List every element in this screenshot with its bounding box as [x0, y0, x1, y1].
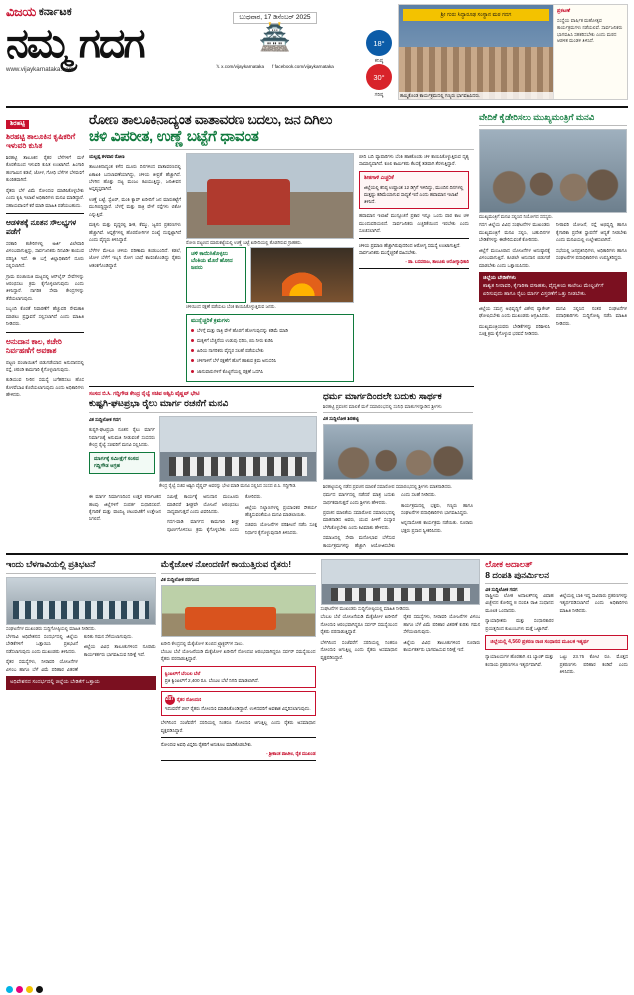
weather-max-badge: 30° [366, 64, 392, 90]
publisher-logo [6, 4, 156, 20]
lead-photo-1 [186, 153, 354, 239]
bottom-row [6, 553, 628, 761]
photo-fill [322, 560, 480, 604]
count-badge: 287 [165, 695, 175, 705]
weather-max-label: ಗರಿಷ್ಠ [374, 92, 384, 98]
mid-left-byline: ವಿಕ ಸುದ್ದಿಲೋಕ ಗದಗ [89, 416, 121, 422]
main-grid [6, 112, 628, 549]
mid-left-eyebrow: ಸಂಸದ ಬಿ.ಸಿ. ಗದ್ದಿಗೌಡ ಕೇಂದ್ರ ರೈಲ್ವೆ ಸಚಿವ ಅಶ್ವಿನಿ ವೈಷ್ಣವ್ ಭೇಟಿ [89, 390, 200, 397]
bottom-2-headline[interactable]: ಮೆಕ್ಕೆಜೋಳ ನೋಂದಣಿಗೆ ಕಾಯುತ್ತಿರುವ ರೈತರು! [160, 559, 292, 570]
lead-headline-line2[interactable]: ಚಳಿ ವಿಪರೀತ, ಉಣ್ಣೆ ಬಟ್ಟೆಗೆ ಧಾವಂತ [89, 127, 259, 145]
bottom-2-body: ಬೆಂಬಲ ಬೆಲೆ ಯೋಜನೆಯಡಿ ಮೆಕ್ಕೆಜೋಳ ಖರೀದಿಗೆ ನೋಂದಣಿ ಆರಂಭವಾಗಿದ್ದರೂ ಸರ್ವರ್ ಸಮಸ್ಯೆಯಿಂದ ರೈತರು ಪರದಾಡುತ್ತಿದ್ದಾರೆ. [160, 648, 316, 662]
ad-side-body: ಸಂಸ್ಥೆಯ ವಾರ್ಷಿಕ ಮಹೋತ್ಸವ ಕಾರ್ಯಕ್ರಮಗಳು ನಡೆಯಲಿವೆ. ಸಾರ್ವಜನಿಕರು ಭಾಗವಹಿಸಿ ಸಹಕರಿಸಬೇಕು ಎಂದು ಮಠದ ಆಡಳಿತ ಮಂಡಳಿ ತಿಳಿಸಿದೆ. [557, 17, 623, 44]
page-title: ನಮ್ಮ ಗದಗ [6, 20, 144, 66]
mid-right-body: ಧರ್ಮದ ಮಾರ್ಗದಲ್ಲಿ ನಡೆದರೆ ಮಾತ್ರ ಬದುಕು ಸಾರ್ಥಕವಾಗುತ್ತದೆ ಎಂದು ಶ್ರೀಗಳು ಹೇಳಿದರು. ಪ್ರವಚನ ಮಾಲಿಕೆಯ ಸಮಾರೋಪ ಸಮಾರಂಭದಲ್ಲಿ ಮಾತನಾಡಿದ ಅವರು, ಯುವ ಪೀಳಿಗೆ ಸಂಸ್ಕಾರ ಬೆಳೆಸಿಕೊಳ್ಳಬೇಕು ಎಂದು ಕಿವಿಮಾತು ಹೇಳಿದರು. ಸಮಾಜದಲ್ಲಿ ಸೇವಾ ಮನೋಭಾವ ಬೆಳೆಸುವ ಕಾರ್ಯಕ್ರಮಗಳನ್ನು ಹೆಚ್ಚಾಗಿ ಆಯೋಜಿಸಬೇಕು ಎಂದು ಸಲಹೆ ನೀಡಿದರು. ಕಾರ್ಯಕ್ರಮದಲ್ಲಿ ಭಕ್ತರು, ಗಣ್ಯರು ಹಾಗೂ ಸಂಘಟನೆಗಳ ಪದಾಧಿಕಾರಿಗಳು ಭಾಗವಹಿಸಿದ್ದರು. ಅನ್ನದಾಸೋಹ ಕಾರ್ಯಕ್ರಮ ನಡೆಯಿತು. ನೂರಾರು ಭಕ್ತರು ಪ್ರಸಾದ ಸ್ವೀಕರಿಸಿದರು. [323, 492, 473, 548]
bottom-1-photo-caption: ಸಂಘಟನೆಗಳ ಮುಖಂಡರು ಸುದ್ದಿಗೋಷ್ಠಿಯಲ್ಲಿ ಮಾಹಿತಿ ನೀಡಿದರು. [6, 625, 96, 631]
mid-left-photo-wrap [159, 416, 317, 490]
lead-photo-2 [250, 247, 354, 303]
left-rail-kicker: ಶಿರಹಟ್ಟಿ [6, 120, 29, 129]
lead-quote [359, 238, 469, 269]
mid-left-pullquote: ಮಾರ್ಗಕ್ಕೆ ಸಮೀಕ್ಷೆಗೆ ಸಂಸದ ಗದ್ದಿಗೌಡ ಆಗ್ರಹ [89, 452, 155, 475]
divider [6, 332, 84, 333]
bottom-3-photo [321, 559, 481, 605]
bottom-2-count-text: ಇದುವರೆಗೆ 287 ರೈತರು ನೋಂದಣಿ ಮಾಡಿಸಿಕೊಂಡಿದ್ದಾರೆ. ಉಳಿದವರಿಗೆ ಅವಕಾಶ ವಿಸ್ತರಿಸಲಾಗುವುದು. [164, 705, 311, 711]
bottom-4-stat-box [485, 635, 628, 650]
mid-right-photo-caption: ಶಿರಹಟ್ಟಿಯಲ್ಲಿ ನಡೆದ ಪ್ರವಚನ ಮಾಲಿಕೆ ಸಮಾರೋಪ ಸಮಾರಂಭದಲ್ಲಿ ಶ್ರೀಗಳು ಮಾತನಾಡಿದರು. [323, 483, 453, 489]
photo-fill [480, 130, 626, 212]
lead-photo-2-caption: ಚಳಿಯಿಂದ ರಕ್ಷಣೆ ಪಡೆಯಲು ಬೆಂಕಿ ಕಾಯಿಸಿಕೊಳ್ಳುತ್ತಿರುವ ಜನರು. [186, 303, 276, 309]
twitter-icon: 𝕏 [216, 64, 220, 69]
left-rail [6, 112, 84, 549]
divider [6, 213, 84, 214]
dateline: ಬುಧವಾರ, 17 ಡಿಸೆಂಬರ್ 2025 [233, 12, 316, 24]
mid-left-photo [159, 416, 317, 482]
lead-col-1 [89, 153, 181, 382]
divider [6, 573, 156, 574]
bottom-3-photo-caption: ಸಂಘಟನೆಗಳ ಮುಖಂಡರು ಸುದ್ದಿಗೋಷ್ಠಿಯಲ್ಲಿ ಮಾಹಿತಿ ನೀಡಿದರು. [320, 606, 411, 612]
bottom-2-count-title: ರೈತರ ನೋಂದಣಿ [176, 697, 202, 703]
ad-side-title: ಪ್ರಕಟಣೆ [557, 8, 571, 14]
bottom-2-quote-text: ನೋಂದಣಿ ಅವಧಿ ವಿಸ್ತರಿಸಿ ರೈತರಿಗೆ ಅನುಕೂಲ ಮಾಡಿಕೊಡಬೇಕು. [160, 742, 253, 747]
bottom-story-2: ಮೆಕ್ಕೆಜೋಳ ನೋಂದಣಿಗೆ ಕಾಯುತ್ತಿರುವ ರೈತರು! ವಿಕ ಸುದ್ದಿಲೋಕ ನರಗುಂದ ಖರೀದಿ ಕೇಂದ್ರದಲ್ಲಿ ಮೆಕ್ಕೆಜೋಳ ತುಂಬಿದ ಟ್ರ್ಯಾಕ್ಟರ್‌ಗಳ ಸಾಲು. ಬೆಂಬಲ ಬೆಲೆ ಯೋಜನೆಯಡಿ ಮೆಕ್ಕೆಜೋಳ ಖರೀದಿಗೆ ನೋಂದಣಿ ಆರಂಭವಾಗಿದ್ದರೂ ಸರ್ವರ್ ಸಮಸ್ಯೆಯಿಂದ ರೈತರು ಪರದಾಡುತ್ತಿದ್ದಾರೆ. ಕ್ವಿಂಟಲ್‌ಗೆ ಬೆಂಬಲ ಬೆಲೆ ಪ್ರತಿ ಕ್ವಿಂಟಲ್‌ಗೆ 2,400 ರೂ. ಬೆಂಬಲ ಬೆಲೆ ನಿಗದಿ ಮಾಡಲಾಗಿದೆ. 287 ರೈತರ ನೋಂದಣಿ ಇದುವರೆಗೆ 287 ರೈತರು ನೋಂದಣಿ ಮಾಡಿಸಿಕೊಂಡಿದ್ದಾರೆ. ಉಳಿದವರಿಗೆ ಅವಕಾಶ ವಿಸ್ತರಿಸಲಾಗುವುದು. ಬೆಳಗಿನಿಂದ ಸಂಜೆವರೆಗೆ ಸರದಿಯಲ್ಲಿ ನಿಂತರೂ ನೋಂದಣಿ ಆಗುತ್ತಿಲ್ಲ ಎಂದು ರೈತರು ಅಸಮಾಧಾನ ವ್ಯಕ್ತಪಡಿಸಿದ್ದಾರೆ. ನೋಂದಣಿ ಅವಧಿ ವಿಸ್ತರಿಸಿ ರೈತರಿಗೆ ಅನುಕೂಲ ಮಾಡಿಕೊಡಬೇಕು. - ಶ್ರೀಕಾಂತ ಪಾಟೀಲ, ರೈತ ಮುಖಂಡ [161, 559, 316, 761]
divider [323, 412, 473, 413]
photo-fill [251, 248, 353, 302]
mid-right-byline: ವಿಕ ಸುದ್ದಿಲೋಕ ಶಿರಹಟ್ಟಿ [323, 415, 359, 421]
masthead-left [6, 4, 156, 73]
twitter-link[interactable]: 𝕏 x.com/vijaykarnataka [216, 64, 265, 69]
lead-body-col3: ಬೀದಿ ಬದಿ ವ್ಯಾಪಾರಿಗಳು ಬೆಂಕಿ ಹಾಕಿಕೊಂಡು ಚಳಿ ಕಾಯಿಸಿಕೊಳ್ಳುತ್ತಿರುವ ದೃಶ್ಯ ಸಾಮಾನ್ಯವಾಗಿದೆ. ಕೂಲಿ ಕಾರ್ಮಿಕರು ಕೆಲಸಕ್ಕೆ ತಡವಾಗಿ ತೆರಳುತ್ತಿದ್ದಾರೆ. [359, 153, 469, 167]
temple-icon: 🏯 [258, 22, 292, 52]
weather-widget [366, 30, 392, 98]
lead-body-col1: ಯಲ್ಲಪ್ಪ ತಳವಾರ ರೋಣ ತಾಲೂಕಿನಾದ್ಯಂತ ಕಳೆದ ಮೂರು ದಿನಗಳಿಂದ ವಾತಾವರಣದಲ್ಲಿ ಏಕಾಏಕಿ ಬದಲಾವಣೆಯಾಗಿದ್ದು, ಚಳಿಯ ತೀವ್ರತೆ ಹೆಚ್ಚಾಗಿದೆ. ಬೆಳಗಿನ ಹೊತ್ತು ದಟ್ಟ ಮಂಜು ಕವಿಯುತ್ತಿದ್ದು, ಜನಜೀವನ ಅಸ್ತವ್ಯಸ್ತವಾಗಿದೆ. ಉಣ್ಣೆ ಬಟ್ಟೆ, ಸ್ವೆಟರ್, ಮಂಕಿ ಕ್ಯಾಪ್ ಖರೀದಿಗೆ ಜನ ಮಾರುಕಟ್ಟೆಗೆ ಮುಗಿಬಿದ್ದಿದ್ದಾರೆ. ಬೆಳಗ್ಗೆ ಮತ್ತು ರಾತ್ರಿ ವೇಳೆ ರಸ್ತೆಗಳು ಬಿಕೋ ಎನ್ನುತ್ತಿವೆ. ಮಕ್ಕಳು ಮತ್ತು ವೃದ್ಧರಲ್ಲಿ ಶೀತ, ಕೆಮ್ಮು, ಜ್ವರದ ಪ್ರಕರಣಗಳು ಹೆಚ್ಚಾಗಿವೆ. ಆಸ್ಪತ್ರೆಗಳಲ್ಲಿ ಹೊರರೋಗಿಗಳ ಸಂಖ್ಯೆ ದುಪ್ಪಟ್ಟಾಗಿದೆ ಎಂದು ವೈದ್ಯರು ತಿಳಿಸಿದ್ದಾರೆ. ಬೆಳೆಗಳ ಮೇಲೂ ಚಳಿಯ ಪರಿಣಾಮ ಕಂಡುಬಂದಿದೆ. ಕಡಲೆ, ಜೋಳ ಬೆಳೆಗೆ ಇಬ್ಬನಿ ರೋಗ ಬಾಧೆ ಕಾಣಿಸಿಕೊಂಡಿದ್ದು ರೈತರು ಆತಂಕಗೊಂಡಿದ್ದಾರೆ. [89, 153, 181, 268]
masthead [6, 4, 628, 108]
list-item: ಜಾನುವಾರುಗಳಿಗೆ ಕೊಟ್ಟಿಗೆಯಲ್ಲಿ ರಕ್ಷಣೆ ಒದಗಿಸಿ [191, 368, 349, 375]
ad-photo-caption: ಹಮ್ಮಿಕೊಂಡ ಕಾರ್ಯಕ್ರಮದಲ್ಲಿ ಗಣ್ಯರು ಭಾಗವಹಿಸಿದರು. [399, 92, 553, 99]
masthead-advertisement[interactable] [398, 4, 628, 100]
mid-right-story [323, 391, 473, 549]
right-rail-photo-caption: ಮುಖ್ಯಮಂತ್ರಿಗೆ ಮನವಿ ಸಲ್ಲಿಸಿದ ನಿಯೋಗದ ಸದಸ್ಯರು. [479, 214, 553, 220]
right-rail-headline[interactable]: ವೇದಿಕೆ ಕೈಡೇರಿಸಲು ಮುಖ್ಯಮಂತ್ರಿಗೆ ಮನವಿ [479, 112, 595, 122]
lead-photo-1-caption: ರೋಣ ಪಟ್ಟಣದ ಮಾರುಕಟ್ಟೆಯಲ್ಲಿ ಉಣ್ಣೆ ಬಟ್ಟೆ ಖರೀದಿಯಲ್ಲಿ ತೊಡಗಿರುವ ಗ್ರಾಹಕರು. [186, 239, 302, 245]
dot-black [36, 986, 43, 993]
right-rail [479, 112, 627, 549]
list-item: ಬೆಳಗ್ಗೆ ಮತ್ತು ರಾತ್ರಿ ವೇಳೆ ಹೊರಗೆ ಹೋಗುವುದನ್ನು ಕಡಿಮೆ ಮಾಡಿ [191, 327, 349, 334]
weather-min-badge: 18° [366, 30, 392, 56]
divider [479, 125, 627, 126]
dot-magenta [16, 986, 23, 993]
divider [485, 583, 628, 584]
bottom-story-4 [485, 559, 628, 761]
masthead-center [156, 4, 394, 98]
left-story-3-body: ಪಟ್ಟಣ ಪಂಚಾಯಿತಿಗೆ ಬಿಡುಗಡೆಯಾದ ಅನುದಾನದಲ್ಲಿ ರಸ್ತೆ, ಚರಂಡಿ ಕಾಮಗಾರಿ ಕೈಗೊಳ್ಳಲಾಗುವುದು. ಕುಡಿಯುವ ನೀರಿನ ಸಮಸ್ಯೆ ಬಗೆಹರಿಸಲು ಹೊಸ ಕೊಳವೆಬಾವಿ ಕೊರೆಯಲಾಗುವುದು ಎಂದು ಅಧಿಕಾರಿಗಳು ಹೇಳಿದರು. [6, 359, 84, 398]
photo-fill [162, 586, 315, 636]
photo-fill [324, 425, 472, 479]
bottom-3-body: ಬೆಂಬಲ ಬೆಲೆ ಯೋಜನೆಯಡಿ ಮೆಕ್ಕೆಜೋಳ ಖರೀದಿಗೆ ನೋಂದಣಿ ಆರಂಭವಾಗಿದ್ದರೂ ಸರ್ವರ್ ಸಮಸ್ಯೆಯಿಂದ ರೈತರು ಪರದಾಡುತ್ತಿದ್ದಾರೆ. ಬೆಳಗಿನಿಂದ ಸಂಜೆವರೆಗೆ ಸರದಿಯಲ್ಲಿ ನಿಂತರೂ ನೋಂದಣಿ ಆಗುತ್ತಿಲ್ಲ ಎಂದು ರೈತರು ಅಸಮಾಧಾನ ವ್ಯಕ್ತಪಡಿಸಿದ್ದಾರೆ. ರೈತರ ಸಮಸ್ಯೆಗಳು, ನೀರಾವರಿ ಯೋಜನೆಗಳ ವಿಳಂಬ ಹಾಗೂ ಬೆಳೆ ವಿಮೆ ಪರಿಹಾರ ವಿತರಣೆ ಕುರಿತು ಗಮನ ಸೆಳೆಯಲಾಗುವುದು. ಜಿಲ್ಲೆಯ ವಿವಿಧ ತಾಲೂಕುಗಳಿಂದ ನೂರಾರು ಕಾರ್ಯಕರ್ತರು ಭಾಗವಹಿಸುವ ನಿರೀಕ್ಷೆ ಇದೆ. [320, 614, 481, 660]
left-story-2-body: ಸರಕಾರಿ ಕಚೇರಿಗಳಲ್ಲಿ ಅರ್ಜಿ ವಿಲೇವಾರಿ ವಿಳಂಬವಾಗುತ್ತಿದ್ದು, ಸಾರ್ವಜನಿಕರು ದಿನವಿಡೀ ಕಾಯುವ ಪರಿಸ್ಥಿತಿ ಇದೆ. ಈ ಬಗ್ಗೆ ಜಿಲ್ಲಾಧಿಕಾರಿಗೆ ದೂರು ಸಲ್ಲಿಸಲಾಗಿದೆ. ಗ್ರಾಮ ಪಂಚಾಯಿತಿ ಮಟ್ಟದಲ್ಲಿ ಆನ್‌ಲೈನ್ ಸೇವೆಗಳನ್ನು ಆರಂಭಿಸಲು ಕ್ರಮ ಕೈಗೊಳ್ಳಲಾಗುವುದು ಎಂದು ತಿಳಿಸಿದ್ದಾರೆ. ನಾಗರಿಕ ಸೇವಾ ಕೇಂದ್ರಗಳನ್ನು ತೆರೆಯಲಾಗುವುದು. ಸಿಬ್ಬಂದಿ ಕೊರತೆ ನಿವಾರಣೆಗೆ ಹೆಚ್ಚುವರಿ ನೇಮಕಾತಿ ಮಾಡಲು ಪ್ರಸ್ತಾವನೆ ಸಲ್ಲಿಸಲಾಗಿದೆ ಎಂದು ಮಾಹಿತಿ ನೀಡಿದರು. [6, 240, 84, 327]
mid-right-subhead: ಶಿರಹಟ್ಟಿ ಪ್ರವಚನ ಮಾಲಿಕೆ ಮಳೆ ಸಮಾರಂಭದಲ್ಲಿ ಸಂನಿಧಿ ಮಾತುಗಳನ್ನಾಡಿದ ಶ್ರೀಗಳು [323, 403, 442, 409]
mid-left-headline[interactable]: ಕುಷ್ಟಗಿ-ಘಟಪ್ರಭಾ ರೈಲು ಮಾರ್ಗ ರಚನೆಗೆ ಮನವಿ [89, 397, 229, 408]
bottom-1-photo [6, 577, 156, 625]
mid-left-story [89, 391, 317, 549]
bottom-1-banner: ಅಧಿವೇಶನದ ಸಂದರ್ಭದಲ್ಲಿ ಜಿಲ್ಲೆಯ ಬೇಡಿಕೆಗೆ ಒತ್ತಾಯ [6, 676, 156, 690]
precautions-box [186, 314, 354, 382]
left-story-1-body: ಶಿರಹಟ್ಟಿ ತಾಲೂಕಿನ ರೈತರ ಬೆಳೆಗಳಿಗೆ ಮಳೆ ಕೊರತೆಯಿಂದ ಇಳುವರಿ ಕುಸಿತ ಉಂಟಾಗಿದೆ. ಹಿಂಗಾರಿ ಹಂಗಾಮಿನ ಕಡಲೆ, ಜೋಳ, ಗೋಧಿ ಬೆಳೆಗಳ ಬೆಳವಣಿಗೆ ಕುಂಠಿತವಾಗಿದೆ. ರೈತರು ಬೆಳೆ ವಿಮೆ ನೋಂದಣಿ ಮಾಡಿಸಿಕೊಳ್ಳಬೇಕು ಎಂದು ಕೃಷಿ ಇಲಾಖೆ ಅಧಿಕಾರಿಗಳು ಮನವಿ ಮಾಡಿದ್ದಾರೆ. ಸಹಾಯವಾಣಿಗೆ ಕರೆ ಮಾಡಿ ಮಾಹಿತಿ ಪಡೆಯಬಹುದು. [6, 154, 84, 208]
website-url[interactable]: www.vijaykarnataka.com [6, 65, 74, 73]
bottom-1-headline[interactable]: ಇಂದು ಬೆಳಗಾವಿಯಲ್ಲಿ ಪ್ರತಿಭಟನೆ [6, 559, 96, 570]
lead-story-block [89, 153, 474, 382]
photo-fill [187, 154, 353, 238]
lead-col-3 [359, 153, 469, 382]
mid-left-col1: ವಿಕ ಸುದ್ದಿಲೋಕ ಗದಗ ಕುಷ್ಟಗಿ-ಘಟಪ್ರಭಾ ನೂತನ ರೈಲು ಮಾರ್ಗ ನಿರ್ಮಾಣಕ್ಕೆ ಅನುಮತಿ ನೀಡುವಂತೆ ಸಂಸದರು ಕೇಂದ್ರ ರೈಲ್ವೆ ಸಚಿವರಿಗೆ ಮನವಿ ಸಲ್ಲಿಸಿದರು. ಮಾರ್ಗಕ್ಕೆ ಸಮೀಕ್ಷೆಗೆ ಸಂಸದ ಗದ್ದಿಗೌಡ ಆಗ್ರಹ [89, 416, 155, 490]
center-column [89, 112, 474, 549]
bottom-4-byline: ವಿಕ ಸುದ್ದಿಲೋಕ ಗದಗ [485, 586, 518, 592]
bottom-2-quote [161, 737, 316, 761]
photo-fill [160, 417, 316, 481]
publisher-name-black: ಕರ್ನಾಟಕ [38, 5, 72, 18]
mid-left-photo-caption: ಕೇಂದ್ರ ರೈಲ್ವೆ ಸಚಿವ ಅಶ್ವಿನಿ ವೈಷ್ಣವ್ ಅವರನ್ನು ಭೇಟಿ ಮಾಡಿ ಮನವಿ ಸಲ್ಲಿಸಿದ ಸಂಸದ ಬಿ.ಸಿ. ಗದ್ದಿಗೌಡ. [159, 482, 297, 488]
lead-body-col3b: ಹವಾಮಾನ ಇಲಾಖೆ ಮುನ್ಸೂಚನೆ ಪ್ರಕಾರ ಇನ್ನೂ ಒಂದು ವಾರ ಕಾಲ ಚಳಿ ಮುಂದುವರಿಯಲಿದೆ. ಸಾರ್ವಜನಿಕರು ಎಚ್ಚರಿಕೆಯಿಂದ ಇರಬೇಕು ಎಂದು ಸೂಚಿಸಲಾಗಿದೆ. [359, 213, 469, 234]
left-story-3-headline[interactable]: ಅನುದಾನ ಕಾಲ, ಕಚೇರಿ ನಿರ್ವಹಣೆಗೆ ಅವಕಾಶ [6, 336, 62, 356]
photo-fill [7, 578, 155, 624]
demands-band [479, 272, 627, 301]
demands-title: ಜಿಲ್ಲೆಯ ಬೇಡಿಕೆಗಳು [483, 275, 516, 282]
registration-dots [6, 986, 43, 993]
lead-quote-attribution: - ಡಾ. ಬಸವರಾಜ, ತಾಲೂಕು ಆರೋಗ್ಯಾಧಿಕಾರಿ [405, 258, 469, 264]
bottom-2-photo-caption: ಖರೀದಿ ಕೇಂದ್ರದಲ್ಲಿ ಮೆಕ್ಕೆಜೋಳ ತುಂಬಿದ ಟ್ರ್ಯಾಕ್ಟರ್‌ಗಳ ಸಾಲು. [160, 640, 244, 646]
bottom-2-price-box [161, 666, 316, 688]
weather-min-label: ಕನಿಷ್ಠ [374, 58, 384, 64]
left-story-2-headline[interactable]: ಆಡಳಿತಕ್ಕೆ ನೂತನ ಸೌಲಭ್ಯಗಳ ಪಡೆಗೆ [6, 217, 77, 237]
ad-banner-text: ಶ್ರೀ ಗುರು ಸಿದ್ಧಾರೂಢ ಸಂಸ್ಥಾನ ಮಠ ಗದಗ [403, 9, 549, 21]
right-rail-tail: ಜಿಲ್ಲೆಯ ಸಮಗ್ರ ಅಭಿವೃದ್ಧಿಗೆ ವಿಶೇಷ ಪ್ಯಾಕೇಜ್ ಘೋಷಿಸಬೇಕು ಎಂದು ಮುಖಂಡರು ಆಗ್ರಹಿಸಿದರು. ಮುಖ್ಯಮಂತ್ರಿಯವರು ಬೇಡಿಕೆಗಳನ್ನು ಪರಿಶೀಲಿಸಿ ಸೂಕ್ತ ಕ್ರಮ ಕೈಗೊಳ್ಳುವ ಭರವಸೆ ನೀಡಿದರು. ಮನವಿ ಸಲ್ಲಿಸಿದ ನಂತರ ಸಂಘಟನೆಗಳ ಪದಾಧಿಕಾರಿಗಳು ಸುದ್ದಿಗೋಷ್ಠಿ ನಡೆಸಿ ಮಾಹಿತಿ ನೀಡಿದರು. [479, 305, 627, 337]
publisher-name-red: ವಿಜಯ [6, 4, 36, 19]
cold-warning-title: ಶೀತಗಾಳಿ ಎಚ್ಚರಿಕೆ [364, 174, 394, 181]
divider [89, 149, 474, 150]
bottom-2-byline: ವಿಕ ಸುದ್ದಿಲೋಕ ನರಗುಂದ [160, 576, 200, 582]
demands-text: ಶಾಶ್ವತ ನೀರಾವರಿ, ಕೈಗಾರಿಕಾ ವಸಾಹತು, ವೈದ್ಯಕೀಯ ಕಾಲೇಜು ಮೇಲ್ದರ್ಜೆಗೆ ಏರಿಸುವುದು ಹಾಗೂ ರೈಲು ಮಾರ್ಗ ವಿಸ್ತರಣೆಗೆ ಒತ್ತು ನೀಡಬೇಕು. [483, 283, 604, 297]
cold-warning-text: ಜಿಲ್ಲೆಯಲ್ಲಿ ಕನಿಷ್ಠ ಉಷ್ಣಾಂಶ 12 ಡಿಗ್ರಿಗೆ ಇಳಿದಿದ್ದು, ಮುಂದಿನ ದಿನಗಳಲ್ಲಿ ಮತ್ತಷ್ಟು ಕಡಿಮೆಯಾಗುವ ಸಾಧ್ಯತೆ ಇದೆ ಎಂದು ಹವಾಮಾನ ಇಲಾಖೆ ತಿಳಿಸಿದೆ. [364, 184, 464, 204]
bottom-4-tail: ನ್ಯಾಯಾಲಯಗಳ ಹೊರತಾಗಿ 41 ಬ್ಯಾಂಕ್ ಮತ್ತು ಕಂದಾಯ ಪ್ರಕರಣಗಳೂ ಇತ್ಯರ್ಥವಾಗಿವೆ. ಒಟ್ಟು 23.75 ಕೋಟಿ ರೂ. ಮೊತ್ತದ ಪ್ರಕರಣಗಳು ಪರಿಹಾರ ಕಂಡಿವೆ ಎಂದು ತಿಳಿಸಿದರು. [485, 654, 628, 675]
bottom-1-body: ಬೆಳಗಾವಿ ಅಧಿವೇಶನದ ಸಂದರ್ಭದಲ್ಲಿ ಜಿಲ್ಲೆಯ ಬೇಡಿಕೆಗಳಿಗೆ ಒತ್ತಾಯಿಸಿ ಪ್ರತಿಭಟನೆ ನಡೆಸಲಾಗುವುದು ಎಂದು ಮುಖಂಡರು ತಿಳಿಸಿದರು. ರೈತರ ಸಮಸ್ಯೆಗಳು, ನೀರಾವರಿ ಯೋಜನೆಗಳ ವಿಳಂಬ ಹಾಗೂ ಬೆಳೆ ವಿಮೆ ಪರಿಹಾರ ವಿತರಣೆ ಕುರಿತು ಗಮನ ಸೆಳೆಯಲಾಗುವುದು. ಜಿಲ್ಲೆಯ ವಿವಿಧ ತಾಲೂಕುಗಳಿಂದ ನೂರಾರು ಕಾರ್ಯಕರ್ತರು ಭಾಗವಹಿಸುವ ನಿರೀಕ್ಷೆ ಇದೆ. [6, 633, 156, 672]
list-item: ಮಕ್ಕಳಿಗೆ ಬೆಚ್ಚನೆಯ ಉಡುಪು ಧರಿಸಿ, ಬಿಸಿ ನೀರು ಕುಡಿಸಿ [191, 337, 349, 344]
cold-warning-box [359, 171, 469, 210]
divider [89, 412, 317, 413]
ad-photo [399, 5, 553, 99]
left-story-1-headline[interactable]: ಶಿರಹಟ್ಟಿ ತಾಲೂಕಿನ ಕೃಷಿಕರಿಗೆ ಇಳುವರಿ ಕುಸಿತ [6, 132, 76, 151]
bottom-4-stat-text: ಜಿಲ್ಲೆಯಲ್ಲಿ 4,560 ಪ್ರಕರಣ ರಾಜಿ ಸಂಧಾನದ ಮೂಲಕ ಇತ್ಯರ್ಥ [490, 639, 589, 646]
bottom-4-headline-line1[interactable]: ಲೋಕ ಅದಾಲತ್ [485, 559, 533, 570]
precautions-list [191, 327, 349, 375]
mid-right-photo [323, 424, 473, 480]
bottom-2-price-title: ಕ್ವಿಂಟಲ್‌ಗೆ ಬೆಂಬಲ ಬೆಲೆ [164, 670, 201, 676]
dot-yellow [26, 986, 33, 993]
bottom-2-count-box [161, 691, 316, 716]
dot-cyan [6, 986, 13, 993]
facebook-icon: f [272, 64, 274, 69]
divider [161, 573, 316, 574]
divider [89, 386, 474, 387]
bottom-2-photo [161, 585, 316, 637]
bottom-story-3-filler [321, 559, 481, 761]
right-rail-photo [479, 129, 627, 213]
precautions-title: ಮುನ್ನೆಚ್ಚರಿಕೆ ಕ್ರಮಗಳು [191, 317, 230, 324]
mid-section [89, 391, 474, 549]
bottom-4-headline-line2[interactable]: 8 ದಂಪತಿ ಪುನರ್ಮಿಲನ [485, 569, 549, 580]
facebook-link[interactable]: f facebook.com/vijaykarnataka [272, 64, 334, 69]
lead-headline-line1[interactable]: ರೋಣ ತಾಲೂಕಿನಾದ್ಯಂತ ವಾತಾವರಣ ಬದಲು, ಜನ ದಿಗಿಲು [89, 112, 333, 127]
ad-side-text [553, 5, 627, 99]
lead-quote-text: ಚಳಿಯ ಪ್ರಮಾಣ ಹೆಚ್ಚಾಗಿರುವುದರಿಂದ ಆರೋಗ್ಯ ಸಮಸ್ಯೆ ಉಂಟಾಗುತ್ತಿದೆ. ಸಾರ್ವಜನಿಕರು ಮುನ್ನೆಚ್ಚರಿಕೆ ವಹಿಸಬೇಕು. [359, 242, 461, 255]
bottom-2-quote-attribution: - ಶ್ರೀಕಾಂತ ಪಾಟೀಲ, ರೈತ ಮುಖಂಡ [266, 751, 316, 757]
right-rail-body: ಗದಗ ಜಿಲ್ಲೆಯ ವಿವಿಧ ಸಂಘಟನೆಗಳ ಮುಖಂಡರು ಮುಖ್ಯಮಂತ್ರಿಗೆ ಮನವಿ ಸಲ್ಲಿಸಿ, ಬಹುದಿನಗಳ ಬೇಡಿಕೆಗಳನ್ನು ಈಡೇರಿಸುವಂತೆ ಕೋರಿದರು. ಜಿಲ್ಲೆಗೆ ಮಂಜೂರಾದ ಯೋಜನೆಗಳ ಅನುಷ್ಠಾನಕ್ಕೆ ವಿಳಂಬವಾಗುತ್ತಿದೆ. ಕೂಡಲೇ ಅನುದಾನ ಬಿಡುಗಡೆ ಮಾಡಬೇಕು ಎಂದು ಒತ್ತಾಯಿಸಿದರು. ನೀರಾವರಿ ಯೋಜನೆ, ರಸ್ತೆ ಅಭಿವೃದ್ಧಿ ಹಾಗೂ ಕೈಗಾರಿಕಾ ಪ್ರದೇಶ ಸ್ಥಾಪನೆಗೆ ಆದ್ಯತೆ ನೀಡಬೇಕು ಎಂದು ಮನವಿಯಲ್ಲಿ ಉಲ್ಲೇಖಿಸಲಾಗಿದೆ. ಸಭೆಯಲ್ಲಿ ಜನಪ್ರತಿನಿಧಿಗಳು, ಅಧಿಕಾರಿಗಳು ಹಾಗೂ ಸಂಘಟನೆಗಳ ಪದಾಧಿಕಾರಿಗಳು ಉಪಸ್ಥಿತರಿದ್ದರು. [479, 222, 627, 268]
list-item: ಹಿರಿಯ ನಾಗರಿಕರು ವೈದ್ಯರ ಸಲಹೆ ಪಡೆಯಬೇಕು [191, 347, 349, 354]
mid-right-headline[interactable]: ಧರ್ಮ ಮಾರ್ಗದಿಂದಲೇ ಬದುಕು ಸಾರ್ಥಕ [323, 390, 442, 401]
list-item: ಚಳಿಗಾಳಿಗೆ ಬೆಳೆ ರಕ್ಷಣೆಗೆ ಹೊಗೆ ಹಾಕುವ ಕ್ರಮ ಅನುಸರಿಸಿ [191, 357, 349, 364]
lead-byline: ಯಲ್ಲಪ್ಪ ತಳವಾರ ರೋಣ [89, 153, 125, 159]
lead-photo-stack [186, 153, 354, 382]
bottom-story-1 [6, 559, 156, 761]
bottom-4-body: ರಾಷ್ಟ್ರೀಯ ಲೋಕ ಅದಾಲತ್‌ನಲ್ಲಿ ವಿವಾಹ ವಿಚ್ಛೇದನ ಕೋರಿದ್ದ 8 ದಂಪತಿ ರಾಜಿ ಸಂಧಾನದ ಮೂಲಕ ಒಂದಾದರು. ನ್ಯಾಯಾಧೀಶರು ಮತ್ತು ಸಂಧಾನಕಾರರ ಪ್ರಯತ್ನದಿಂದ ಕುಟುಂಬಗಳು ಮತ್ತೆ ಒಟ್ಟಾಗಿವೆ. ಜಿಲ್ಲೆಯಲ್ಲಿ ಬಾಕಿ ಇದ್ದ ಸಾವಿರಾರು ಪ್ರಕರಣಗಳನ್ನು ಇತ್ಯರ್ಥಪಡಿಸಲಾಗಿದೆ ಎಂದು ಅಧಿಕಾರಿಗಳು ಮಾಹಿತಿ ನೀಡಿದರು. [485, 592, 628, 631]
lead-photo-inset-label: ಚಳಿ ಕಾಯಿಸಿಕೊಳ್ಳಲು ಬೆಂಕಿಯ ಮೊರೆ ಹೋದ ಜನರು [186, 247, 246, 303]
bottom-2-price-text: ಪ್ರತಿ ಕ್ವಿಂಟಲ್‌ಗೆ 2,400 ರೂ. ಬೆಂಬಲ ಬೆಲೆ ನಿಗದಿ ಮಾಡಲಾಗಿದೆ. [164, 677, 259, 683]
mid-left-body: ಈ ಮಾರ್ಗ ನಿರ್ಮಾಣದಿಂದ ಉತ್ತರ ಕರ್ನಾಟಕದ ಹಲವು ಜಿಲ್ಲೆಗಳಿಗೆ ಸಂಪರ್ಕ ಸುಧಾರಿಸಲಿದೆ. ಕೈಗಾರಿಕೆ ಮತ್ತು ವಾಣಿಜ್ಯ ಚಟುವಟಿಕೆಗೆ ಉತ್ತೇಜನ ಸಿಗಲಿದೆ. ಸಮೀಕ್ಷೆ ಕಾರ್ಯಕ್ಕೆ ಅನುದಾನ ಮಂಜೂರು ಮಾಡಿದರೆ ಶೀಘ್ರವೇ ಯೋಜನೆ ಆರಂಭಿಸಲು ಸಾಧ್ಯವಾಗುತ್ತದೆ ಎಂದು ವಿವರಿಸಿದರು. ಗದಗ-ವಾಡಿ ಮಾರ್ಗದ ಕಾಮಗಾರಿ ಶೀಘ್ರ ಪೂರ್ಣಗೊಳಿಸಲು ಕ್ರಮ ಕೈಗೊಳ್ಳಬೇಕು ಎಂದು ಕೋರಿದರು. ಜಿಲ್ಲೆಯ ನಿಲ್ದಾಣಗಳಲ್ಲಿ ಪ್ರಯಾಣಿಕರ ಸೌಕರ್ಯ ಹೆಚ್ಚಿಸುವಂತೆಯೂ ಮನವಿ ಮಾಡಲಾಯಿತು. ಸಚಿವರು ಯೋಜನೆಗಳ ಪರಿಶೀಲನೆ ನಡೆಸಿ ಸೂಕ್ತ ನಿರ್ಧಾರ ಕೈಗೊಳ್ಳುವುದಾಗಿ ತಿಳಿಸಿದರು. [89, 494, 317, 535]
